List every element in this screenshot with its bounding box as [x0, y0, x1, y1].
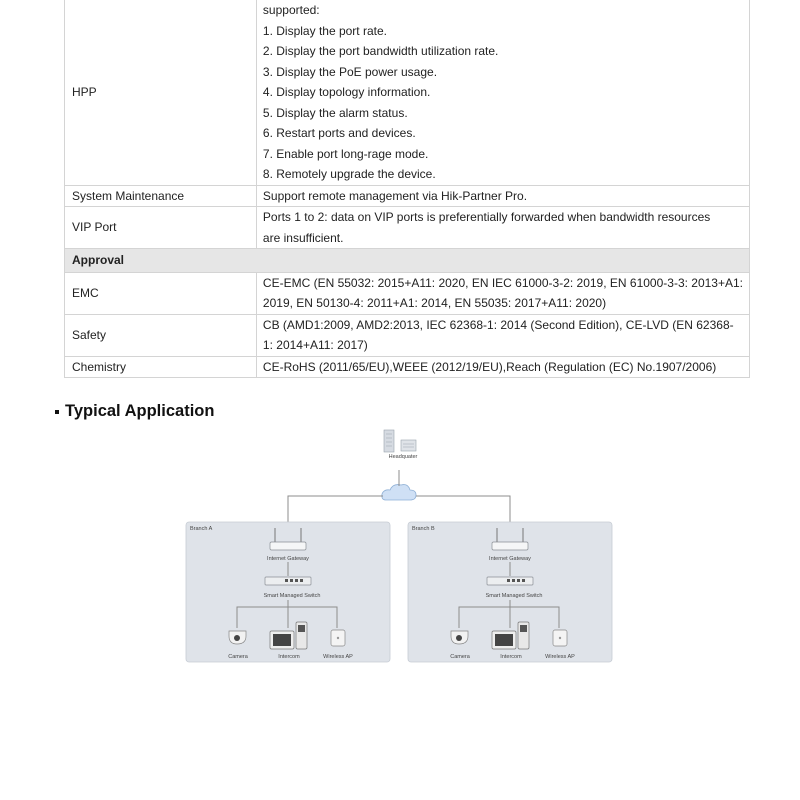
hpp-line: 2. Display the port bandwidth utilization rate. [262, 44, 499, 58]
branch-b-group [408, 522, 612, 662]
cloud-icon [382, 485, 416, 500]
spec-value-vip-port [256, 207, 749, 249]
section-heading-text: Typical Application [65, 402, 215, 420]
headquarter-building-icon [384, 430, 394, 452]
branch-b-title: Branch B [412, 526, 435, 532]
branch-a-group [186, 522, 390, 662]
heading-bullet-icon [55, 410, 59, 414]
section-title-approval: Approval [65, 249, 750, 273]
hpp-line: 6. Restart ports and devices. [262, 126, 416, 140]
spec-label-safety: Safety [65, 314, 257, 356]
spec-section-approval [65, 249, 750, 273]
camera-icon [451, 631, 468, 644]
smart-switch-icon [265, 577, 311, 585]
ap-label-b: Wireless AP [545, 654, 575, 660]
hpp-line: 1. Display the port rate. [262, 23, 387, 38]
emc-line: 2019, EN 50130-4: 2011+A1: 2014, EN 55035: 2017+A11: 2020) [262, 296, 607, 310]
hpp-line: 3. Display the PoE power usage. [262, 64, 438, 79]
branch-a-title: Branch A [190, 526, 213, 532]
smart-switch-icon [487, 577, 533, 585]
spec-value-emc [256, 272, 749, 314]
safety-line: CB (AMD1:2009, AMD2:2013, IEC 62368-1: 2014 (Second Edition), CE-LVD (EN 62368- [262, 317, 734, 332]
safety-line: 1: 2014+A11: 2017) [262, 338, 368, 352]
spec-table [64, 0, 750, 378]
gateway-label-a: Internet Gateway [267, 556, 309, 562]
hpp-line: supported: [262, 3, 320, 17]
switch-label-b: Smart Managed Switch [485, 593, 543, 599]
spec-label-emc: EMC [65, 272, 257, 314]
camera-icon [229, 631, 246, 644]
vip-port-line: are insufficient. [262, 230, 344, 245]
spec-row-vip-port [65, 207, 750, 249]
wireless-ap-icon [553, 630, 567, 646]
spec-label-chemistry: Chemistry [65, 356, 257, 378]
hpp-line: 8. Remotely upgrade the device. [262, 167, 436, 181]
hpp-line: 4. Display topology information. [262, 85, 431, 99]
spec-row-chemistry [65, 356, 750, 378]
headquarter-server-icon [401, 440, 416, 451]
wireless-ap-icon [331, 630, 345, 646]
spec-label-vip-port: VIP Port [65, 207, 257, 249]
intercom-label-b: Intercom [500, 654, 522, 660]
gateway-label-b: Internet Gateway [489, 556, 531, 562]
section-heading [55, 402, 214, 421]
spec-row-hpp [65, 0, 750, 185]
spec-row-system-maintenance [65, 185, 750, 207]
hpp-line: 5. Display the alarm status. [262, 105, 408, 120]
spec-value-system-maintenance: Support remote management via Hik-Partner Pro. [256, 185, 749, 207]
hpp-line: 7. Enable port long-rage mode. [262, 146, 429, 161]
spec-label-hpp: HPP [65, 0, 257, 185]
vip-port-line: Ports 1 to 2: data on VIP ports is preferentially forwarded when bandwidth resources [262, 210, 711, 224]
headquarter-label: Headquater [388, 454, 418, 460]
spec-value-safety [256, 314, 749, 356]
spec-row-emc [65, 272, 750, 314]
camera-label-a: Camera [228, 654, 248, 660]
switch-label-a: Smart Managed Switch [263, 593, 321, 599]
typical-application-diagram [0, 420, 800, 680]
camera-label-b: Camera [450, 654, 470, 660]
emc-line: CE-EMC (EN 55032: 2015+A11: 2020, EN IEC 61000-3-2: 2019, EN 61000-3-3: 2013+A1: [262, 275, 743, 290]
spec-value-hpp [256, 0, 749, 185]
spec-value-chemistry: CE-RoHS (2011/65/EU),WEEE (2012/19/EU),Reach (Regulation (EC) No.1907/2006) [256, 356, 749, 378]
spec-label-system-maintenance: System Maintenance [65, 185, 257, 207]
spec-row-safety [65, 314, 750, 356]
ap-label-a: Wireless AP [323, 654, 353, 660]
intercom-label-a: Intercom [278, 654, 300, 660]
